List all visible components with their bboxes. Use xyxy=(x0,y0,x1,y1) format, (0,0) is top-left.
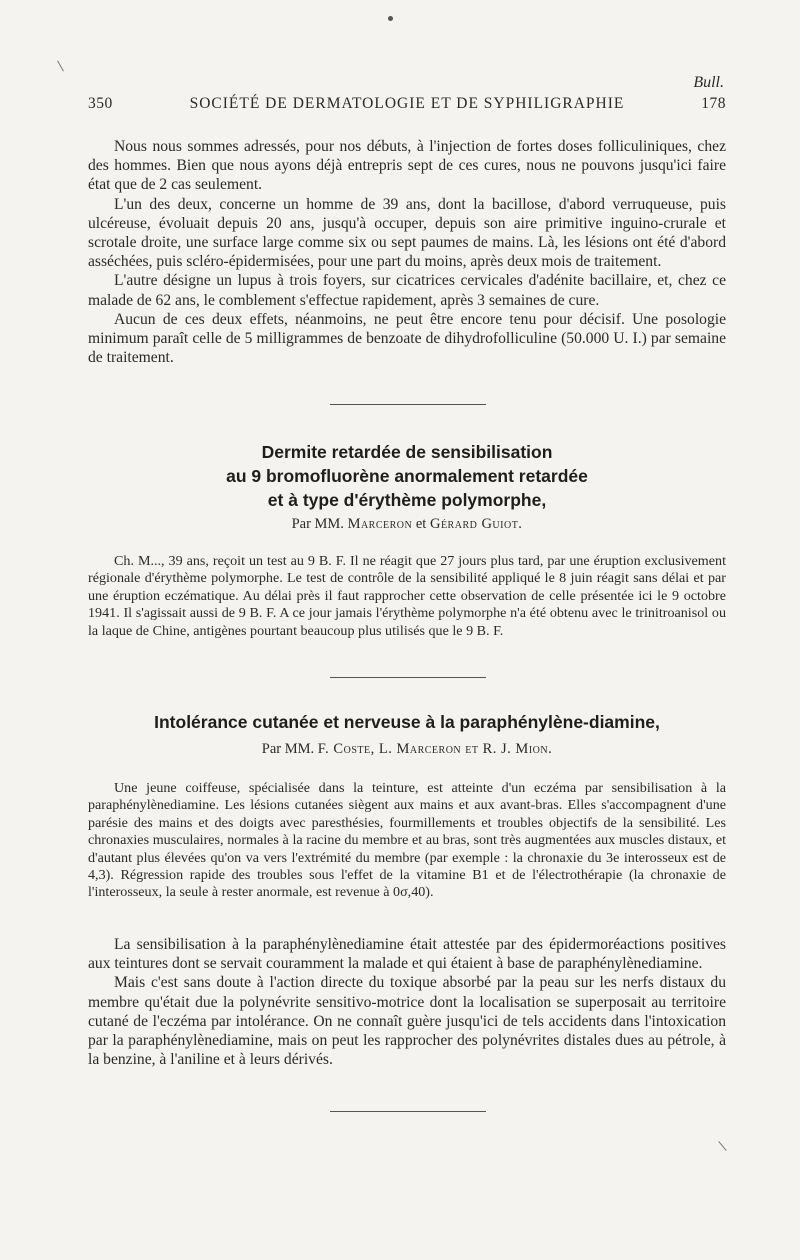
page-number-right: 178 xyxy=(701,95,726,112)
section-divider xyxy=(330,677,486,678)
byline-conjunction: et xyxy=(415,516,427,532)
running-title: SOCIÉTÉ DE DERMATOLOGIE ET DE SYPHILIGRAPHIE xyxy=(189,95,625,112)
paragraph: La sensibilisation à la paraphénylènediamine était attestée par des épidermoréactions positives aux teintures dont se servait couramment la malade et qui étaient à base de paraphénylènediamine. xyxy=(88,936,726,973)
paragraph: L'un des deux, concerne un homme de 39 ans, dont la bacillose, d'abord verruqueuse, puis ulcéreuse, évoluait depuis 20 ans, jusqu'à occuper, depuis son aire primitive inguino-crurale et scrotale droite, une surface large comme six ou sept paumes de mains. Là, les lésions ont été d'abord asséchées, puis scléro-épidermisées, pour une part du moins, après deux mois de traitement. xyxy=(88,195,726,271)
byline-prefix: Par MM. xyxy=(291,516,344,532)
paragraph: L'autre désigne un lupus à trois foyers, sur cicatrices cervicales d'adénite bacillaire, et, chez ce malade de 62 ans, le comblement s'effectue rapidement, après 3 semaines de cure. xyxy=(88,272,726,309)
paragraph: Ch. M..., 39 ans, reçoit un test au 9 B. F. Il ne réagit que 27 jours plus tard, par une éruption exclusivement régionale d'érythème polymorphe. Le test de contrôle de la sensibilité appliqué le 8 juin réagit sans délai et par une éruption eczématique. Au délai près il faut rapprocher cette observation de celle présentée ici le 9 octobre 1941. Il s'agissait aussi de 9 B. F. A ce jour jamais l'érythème polymorphe n'a été obtenu avec le trinitroanisol ou la laque de Chine, antigènes pourtant beaucoup plus utilisés que le 9 B. F. xyxy=(88,553,726,639)
article-title xyxy=(88,440,726,512)
title-line: Intolérance cutanée et nerveuse à la paraphénylène-diamine, xyxy=(154,712,660,732)
byline-prefix: Par MM. xyxy=(261,741,315,757)
page-number-left: 350 xyxy=(88,95,113,112)
paragraph: Aucun de ces deux effets, néanmoins, ne peut être encore tenu pour décisif. Une posologie minimum paraît celle de 5 milligrammes de benzoate de dihydrofolliculine (50.000 U. I.) par semaine de traitement. xyxy=(88,310,726,367)
author-names: F. Coste, L. Marceron et R. J. Mion. xyxy=(317,741,553,757)
scan-mark xyxy=(388,16,393,21)
running-header xyxy=(88,95,726,117)
article-byline xyxy=(88,516,726,533)
scan-mark xyxy=(718,1141,726,1151)
title-line: et à type d'érythème polymorphe, xyxy=(267,490,547,510)
paragraph: Nous nous sommes adressés, pour nos débuts, à l'injection de fortes doses folliculiniques, chez des hommes. Bien que nous ayons déjà entrepris sept de ces cures, nous ne pouvons jusqu'ici faire état que de 2 cas seulement. xyxy=(88,138,726,194)
section-divider xyxy=(330,1111,486,1112)
title-line: Dermite retardée de sensibilisation xyxy=(261,442,553,462)
section-3-summary xyxy=(88,780,726,902)
title-line: au 9 bromofluorène anormalement retardée xyxy=(226,466,588,486)
scan-mark xyxy=(57,61,64,72)
article-title xyxy=(88,710,726,734)
section-1-text xyxy=(88,137,726,367)
bulletin-label: Bull. xyxy=(693,74,724,91)
paragraph: Mais c'est sans doute à l'action directe du toxique absorbé par la peau sur les nerfs distaux du membre qu'était due la polynévrite sensitivo-motrice dont la localisation se superposait au territoire cutané de l'eczéma par intolérance. On ne connaît guère jusqu'ici de tels accidents dans l'intoxication par la paraphénylènediamine, mais on peut les rapprocher des polynévrites distales dues au pétrole, à la benzine, à l'aniline et à leurs dérivés. xyxy=(88,974,726,1069)
section-3-text xyxy=(88,935,726,1069)
section-2-text xyxy=(88,553,726,640)
paragraph: Une jeune coiffeuse, spécialisée dans la teinture, est atteinte d'un eczéma par sensibilisation à la paraphénylènediamine. Les lésions cutanées siègent aux mains et aux avant-bras. Elles s'accompagnent d'une parésie des mains et des doigts avec paresthésies, fourmillements et troubles objectifs de la sensibilité. Les chronaxies musculaires, normales à la racine du membre et au bras, sont très augmentées aux muscles distaux, et d'autant plus élevées qu'on va vers l'extrémité du membre (par exemple : la chronaxie du 3e interosseux est de 4,3). Régression rapide des troubles sous l'effet de la vitamine B1 et de l'électrothérapie (la chronaxie de l'interosseux, la seule à rester anormale, est revenue à 0σ,40). xyxy=(88,780,726,901)
author-name: Gérard Guiot. xyxy=(429,516,523,532)
article-byline xyxy=(88,741,726,758)
section-divider xyxy=(330,404,486,405)
author-name: Marceron xyxy=(347,516,413,532)
